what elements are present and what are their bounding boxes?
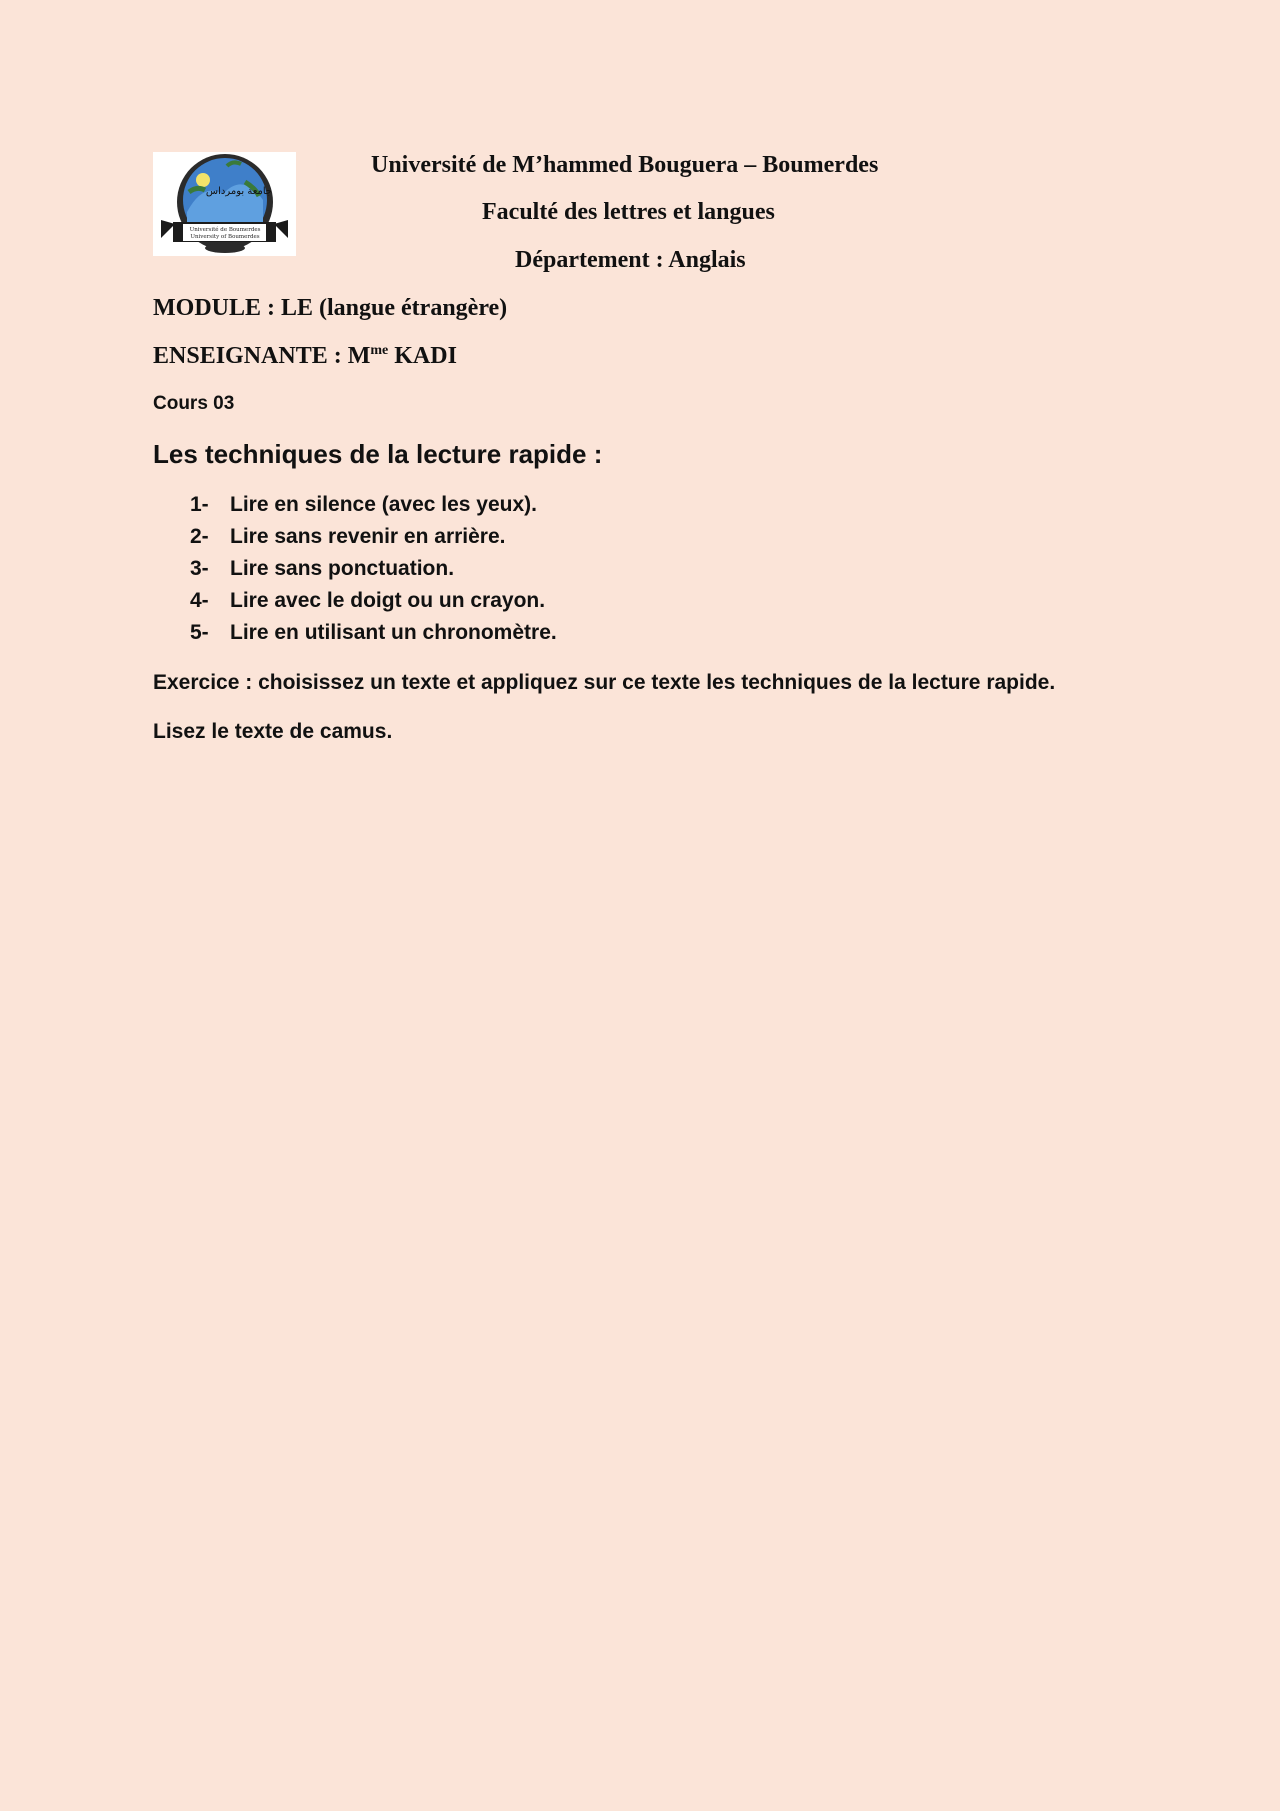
university-name: Université de M’hammed Bouguera – Boumerdes bbox=[371, 152, 879, 178]
list-item-text: Lire sans ponctuation. bbox=[230, 557, 455, 580]
svg-text:University of Boumerdes: University of Boumerdes bbox=[190, 234, 260, 240]
reading-instruction: Lisez le texte de camus. bbox=[153, 720, 393, 743]
university-seal-icon bbox=[153, 152, 296, 256]
list-item bbox=[190, 621, 557, 653]
teacher-line bbox=[153, 343, 457, 370]
course-number: Cours 03 bbox=[153, 393, 235, 414]
svg-text:جامعة بومرداس: جامعة بومرداس bbox=[205, 186, 273, 197]
list-item bbox=[190, 525, 557, 557]
teacher-title-superscript: me bbox=[370, 343, 389, 358]
department-name: Département : Anglais bbox=[515, 247, 746, 273]
list-item-text: Lire en utilisant un chronomètre. bbox=[230, 621, 557, 644]
faculty-name: Faculté des lettres et langues bbox=[482, 199, 775, 225]
list-item-text: Lire avec le doigt ou un crayon. bbox=[230, 589, 546, 612]
university-logo bbox=[153, 152, 296, 256]
list-item-text: Lire sans revenir en arrière. bbox=[230, 525, 506, 548]
list-item bbox=[190, 557, 557, 589]
list-item-number: 5- bbox=[190, 621, 209, 644]
exercise-instruction: Exercice : choisissez un texte et appliquez sur ce texte les techniques de la lecture rapide. bbox=[153, 671, 1056, 694]
teacher-label: ENSEIGNANTE : M bbox=[153, 343, 371, 369]
list-item-number: 4- bbox=[190, 589, 209, 612]
list-item-number: 3- bbox=[190, 557, 209, 580]
list-item-number: 2- bbox=[190, 525, 209, 548]
svg-text:Université de Boumerdes: Université de Boumerdes bbox=[189, 227, 261, 233]
list-item-text: Lire en silence (avec les yeux). bbox=[230, 493, 538, 516]
list-item-number: 1- bbox=[190, 493, 209, 516]
section-title: Les techniques de la lecture rapide : bbox=[153, 439, 603, 469]
techniques-list bbox=[190, 493, 557, 653]
module-line: MODULE : LE (langue étrangère) bbox=[153, 295, 508, 321]
list-item bbox=[190, 589, 557, 621]
teacher-name: KADI bbox=[388, 343, 457, 369]
list-item bbox=[190, 493, 557, 525]
